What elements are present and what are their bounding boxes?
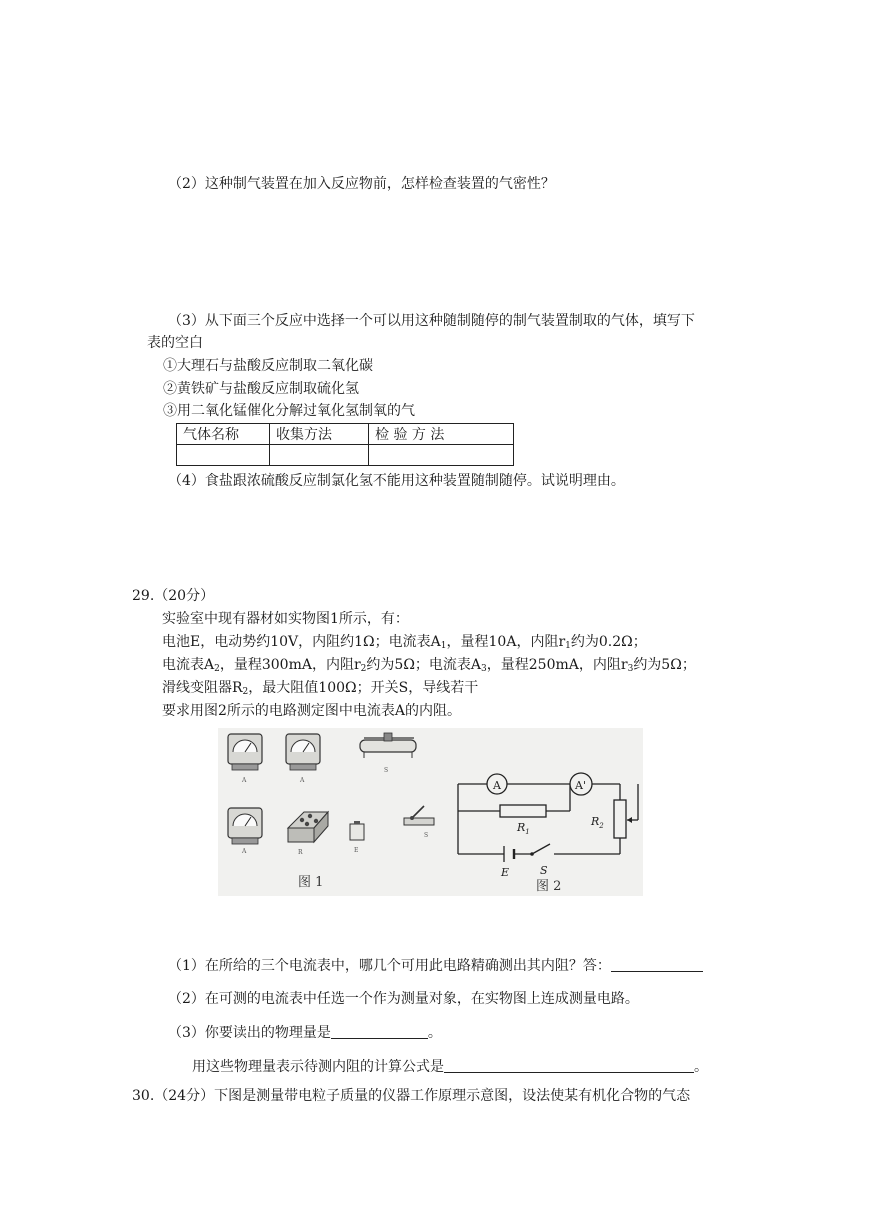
text: ，量程250mA，内阻r	[486, 657, 628, 673]
q29-sub3	[168, 1023, 442, 1043]
resistor-r1-label	[516, 821, 530, 836]
rheostat-r2-label	[590, 815, 604, 830]
subscript: 2	[242, 687, 249, 697]
experiment-figure	[218, 728, 643, 896]
q29-requirement: 要求用图2所示的电路测定图中电流表A的内阻。	[162, 703, 462, 719]
svg-text:E: E	[354, 847, 359, 854]
subscript: 1	[440, 641, 447, 651]
subscript: 2	[360, 664, 367, 674]
table-cell-gas-name[interactable]	[177, 445, 270, 466]
text: （3）你要读出的物理量是	[168, 1025, 331, 1041]
gas-table	[176, 423, 514, 466]
ammeter-a2-icon	[286, 734, 320, 784]
svg-text:A: A	[300, 777, 305, 784]
table-cell-test-method[interactable]	[369, 445, 514, 466]
text: 用这些物理量表示待测内阻的计算公式是	[192, 1059, 444, 1075]
ammeter-a1-icon	[228, 734, 262, 784]
text: ，最大阻值100Ω；开关S，导线若干	[248, 680, 479, 696]
svg-text:A: A	[242, 777, 247, 784]
circuit-diagram	[458, 784, 638, 854]
rheostat-r2-symbol	[614, 800, 626, 838]
table-row	[177, 445, 514, 466]
ammeter-a3-icon	[228, 808, 262, 855]
q29-intro: 实验室中现有器材如实物图1所示，有：	[162, 611, 409, 627]
reaction-1: ①大理石与盐酸反应制取二氧化碳	[163, 358, 373, 374]
q28-part2: （2）这种制气装置在加入反应物前，怎样检查装置的气密性？	[168, 176, 555, 192]
text: 约为5Ω；电流表A	[366, 657, 482, 673]
switch-lever	[532, 844, 550, 854]
q28-part3-line1: （3）从下面三个反应中选择一个可以用这种随制随停的制气装置制取的气体，填写下	[168, 313, 695, 329]
text: 滑线变阻器R	[162, 680, 243, 696]
subscript: 2	[214, 664, 220, 674]
equipment-line-2	[162, 655, 696, 679]
q28-part4: （4）食盐跟浓硫酸反应制氯化氢不能用这种装置随制随停。试说明理由。	[168, 473, 625, 489]
switch-s-label: S	[540, 864, 548, 877]
q30-text: 30.（24分）下图是测量带电粒子质量的仪器工作原理示意图，设法使某有机化合物的气态	[132, 1088, 691, 1104]
equipment-line-1	[162, 632, 647, 656]
r2-subscript: 2	[599, 822, 604, 830]
meter-a-label: A	[493, 779, 501, 792]
figure-2-caption: 图 2	[536, 879, 562, 894]
svg-text:S: S	[384, 767, 389, 774]
r1-letter: R	[517, 821, 526, 834]
text: 约为5Ω；	[633, 657, 696, 673]
text: ，量程300mA，内阻r	[219, 657, 361, 673]
meter-a-prime-label: A'	[575, 779, 586, 792]
subscript: 1	[565, 641, 571, 651]
subscript: 3	[627, 664, 634, 674]
text: 电流表A	[162, 657, 215, 673]
table-header-test-method: 检 验 方 法	[369, 424, 514, 445]
slide-rheostat-icon	[360, 733, 416, 774]
answer-blank-quantities[interactable]	[331, 1024, 428, 1039]
reaction-2: ②黄铁矿与盐酸反应制取硫化氢	[163, 381, 359, 397]
svg-text:S: S	[424, 832, 429, 839]
resistor-r1-symbol	[500, 805, 546, 817]
table-cell-collect-method[interactable]	[270, 445, 369, 466]
q29-sub2: （2）在可测的电流表中任选一个作为测量对象，在实物图上连成测量电路。	[168, 991, 639, 1007]
r1-subscript: 1	[525, 828, 530, 836]
answer-blank-formula[interactable]	[444, 1058, 694, 1073]
q29-heading: 29.（20分）	[132, 588, 215, 604]
battery-icon	[350, 821, 364, 854]
table-header-row	[177, 424, 514, 445]
figure-svg	[218, 728, 643, 896]
slider-arrow-icon	[627, 817, 632, 823]
text: 。	[694, 1059, 708, 1075]
q28-part3-line2: 表的空白	[147, 335, 203, 351]
switch-icon	[404, 806, 434, 839]
svg-text:A: A	[242, 848, 247, 855]
text: 电池E，电动势约10V，内阻约1Ω；电流表A	[162, 634, 441, 650]
table-header-collect-method: 收集方法	[270, 424, 369, 445]
answer-blank-1[interactable]	[611, 957, 703, 972]
subscript: 3	[481, 664, 487, 674]
text: 约为0.2Ω；	[570, 634, 647, 650]
text: （1）在所给的三个电流表中，哪几个可用此电路精确测出其内阻？答：	[168, 958, 611, 974]
battery-e-label: E	[501, 866, 510, 879]
r2-letter: R	[591, 815, 600, 828]
resistance-box-icon	[288, 812, 328, 856]
text: ，量程10A，内阻r	[446, 634, 566, 650]
q29-sub1	[168, 956, 703, 976]
equipment-line-3	[162, 678, 478, 702]
text: 。	[427, 1025, 442, 1041]
figure-1-caption: 图 1	[298, 875, 324, 890]
q29-formula	[192, 1057, 708, 1077]
reaction-3: ③用二氧化锰催化分解过氧化氢制氧的气	[163, 403, 415, 419]
table-header-gas-name: 气体名称	[177, 424, 270, 445]
svg-text:R: R	[298, 849, 303, 856]
